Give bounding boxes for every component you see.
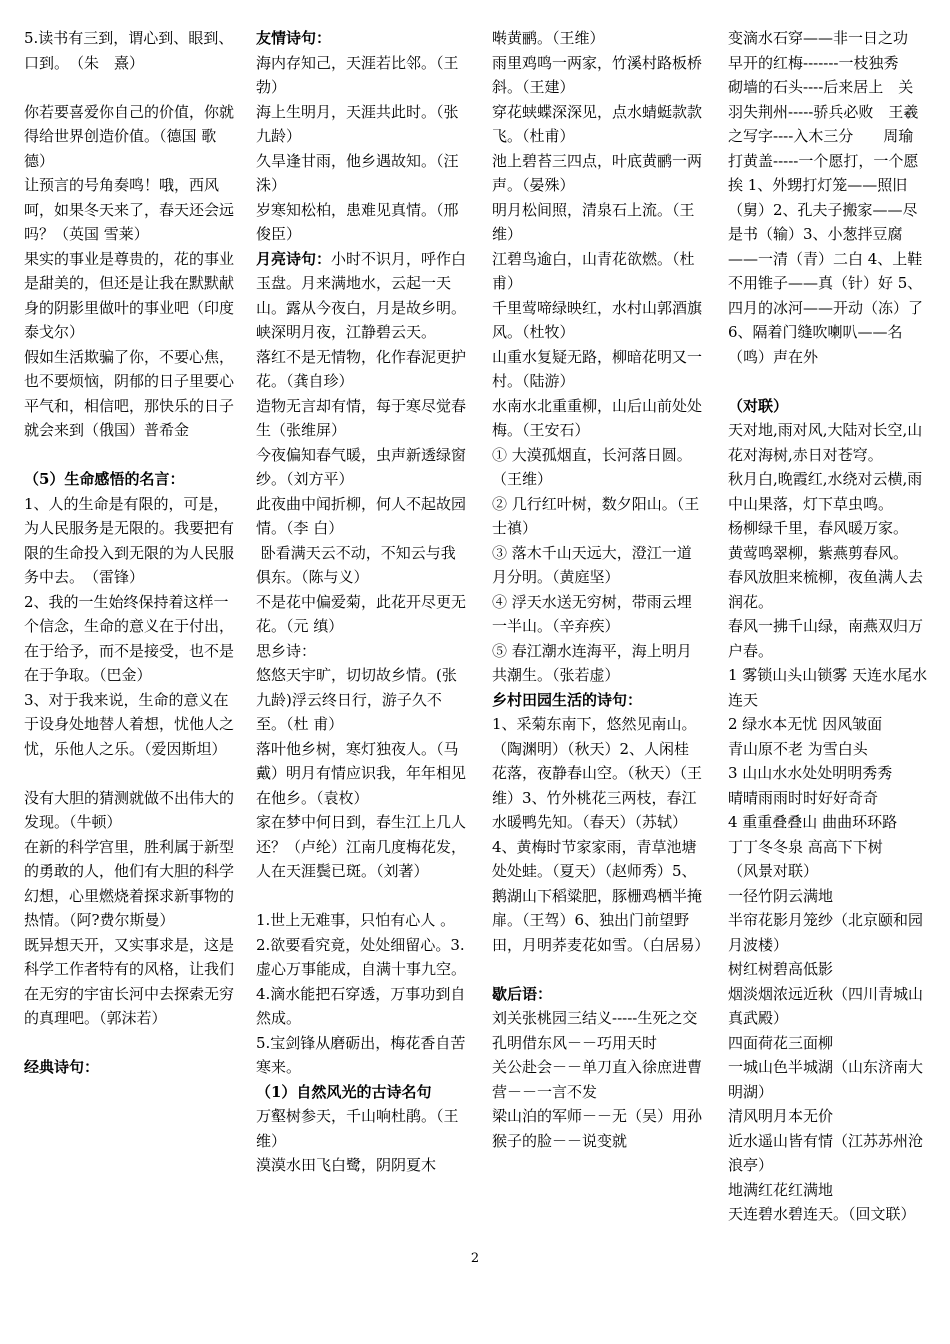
text-column-4 [728, 26, 928, 1227]
text-line: 树红树碧高低影 [728, 960, 834, 978]
text-line: 5.宝剑锋从磨砺出，梅花香自苦寒来。 [256, 1033, 466, 1076]
text-line [728, 369, 928, 394]
text-column-3 [492, 26, 710, 1153]
text-line: 春风一拂千山绿，南燕双归万户春。 [728, 617, 924, 660]
text-line: 1.世上无难事，只怕有心人 。2.欲要看究竟，处处细留心。3.虚心万事能成，自满十事九空。4.滴水能把石穿透，万事功到自然成。 [256, 911, 467, 1027]
text-line: 落红不是无情物，化作春泥更护花。（龚自珍） [256, 347, 467, 390]
text-line: 变滴水石穿——非一日之功 早开的红梅-------一枝独秀 砌墙的石头----后来居上 关羽失荆州-----骄兵必败 王羲之写字----入木三分 周瑜打黄盖-----一个愿打，一个愿挨 1、外甥打灯笼——照旧（舅）2、孔夫子搬家——尽是书（输）3、小葱拌豆腐——一清（青）二白 4、上鞋不用锥子——真（针）好 5、四月的冰河——开动（冻）了 6、隔着门缝吹喇叭——名（鸣）声在外 [728, 29, 928, 366]
text-line: 春风放胆来梳柳，夜鱼满人去润花。 [728, 568, 924, 611]
text-line: 不是花中偏爱菊，此花开尽更无花。（元 缜） [256, 592, 467, 635]
text-line: 四面荷花三面柳 [728, 1033, 834, 1052]
text-line: ① 大漠孤烟直，长河落日圆。（王维） [492, 445, 692, 488]
text-line [256, 884, 468, 909]
text-line: 丁丁冬冬泉 高高下下树 [728, 837, 883, 856]
text-line [24, 761, 236, 786]
text-line: 1、采菊东南下，悠然见南山。（陶渊明）（秋天）2、人闲桂花落，夜静春山空。（秋天）（王维）3、竹外桃花三两枝，春江水暖鸭先知。（春天）（苏轼） [492, 715, 703, 831]
text-line: 4、黄梅时节家家雨，青草池塘处处蛙。（夏天）（赵师秀）5、鹅湖山下稻粱肥，豚栅鸡栖半掩扉。（王驾）6、独出门前望野田，月明荞麦花如雪。（白居易） [492, 837, 710, 954]
text-line: 月亮诗句：小时不识月，呼作白玉盘。月来满地水，云起一天山。露从今夜白，月是故乡明。峡深明月夜，江静碧云天。 [256, 249, 467, 341]
text-line: 卧看满天云不动，不知云与我俱东。（陈与义） [256, 543, 456, 586]
text-line: 杨柳绿千里，春风暖万家。 [728, 519, 909, 537]
text-line [24, 1031, 236, 1056]
text-line: 没有大胆的猜测就做不出伟大的发现。（牛顿） [24, 788, 235, 831]
text-line: 3、对于我来说，生命的意义在于设身处地替人着想，忧他人之忧，乐他人之乐。（爱因斯坦） [24, 690, 235, 758]
text-line: 清风明月本无价 [728, 1107, 834, 1125]
text-line: 2 绿水本无忧 因风皱面 [728, 715, 883, 733]
text-line: 半帘花影月笼纱（北京颐和园月波楼） [728, 911, 924, 954]
text-line: 一城山色半城湖（山东济南大明湖） [728, 1058, 924, 1101]
text-line: 烟淡烟浓远近秋（四川青城山真武殿） [728, 984, 924, 1027]
text-line: 穿花蛱蝶深深见，点水蜻蜓款款飞。（杜甫） [492, 102, 703, 145]
text-line: 造物无言却有情，每于寒尽觉春生（张维屏） [256, 396, 467, 439]
text-line: 今夜偏知春气暖，虫声新透绿窗纱。（刘方平） [256, 445, 467, 488]
text-line: ⑤ 春江潮水连海平，海上明月共潮生。（张若虚） [492, 641, 692, 684]
text-line: 2、我的一生始终保持着这样一个信念，生命的意义在于付出，在于给予，而不是接受，也不是在于争取。（巴金） [24, 592, 235, 684]
text-line: 4 重重叠叠山 曲曲环环路 [728, 813, 898, 831]
text-line: 江碧鸟逾白，山青花欲燃。（杜 甫） [492, 249, 700, 292]
text-line: 1 雾锁山头山锁雾 天连水尾水连天 [728, 666, 928, 709]
page-number: 2 [470, 1251, 480, 1266]
text-line: （风景对联） [728, 862, 819, 880]
text-line: 经典诗句： [24, 1058, 100, 1076]
text-line: ④ 浮天水送无穷树，带雨云埋一半山。（辛弃疾） [492, 592, 692, 635]
text-line [24, 75, 236, 100]
text-column-1 [24, 26, 239, 1080]
text-line: （对联） [728, 396, 789, 415]
text-line: 青山原不老 为雪白头 [728, 739, 868, 758]
text-line: 乡村田园生活的诗句： [492, 690, 643, 709]
text-line [24, 443, 236, 468]
text-line: 让预言的号角奏鸣！哦，西风呵，如果冬天来了，春天还会远吗？（英国 雪莱） [24, 176, 235, 243]
text-line: 海上生明月，天涯共此时。（张九龄） [256, 102, 459, 145]
text-line: 悠悠天宇旷，切切故乡情。(张九龄)浮云终日行，游子久不至。（杜 甫） [256, 666, 457, 733]
text-line [492, 957, 704, 982]
text-line: 1、人的生命是有限的，可是，为人民服务是无限的。我要把有限的生命投入到无限的为人民服务中去。 （雷锋） [24, 494, 235, 586]
text-line: ③ 落木千山天远大，澄江一道月分明。（黄庭坚） [492, 543, 692, 586]
text-line: （5）生命感悟的名言： [24, 470, 185, 488]
text-line: 天连碧水碧连天。（回文联） [728, 1205, 916, 1223]
text-line: 友情诗句： [256, 29, 332, 47]
text-line: 水南水北重重柳，山后山前处处梅。（王安石） [492, 396, 703, 439]
text-line: 梁山泊的军师－－无（吴）用孙猴子的脸－－说变就 [492, 1107, 703, 1150]
text-line: 地满红花红满地 [728, 1180, 834, 1199]
text-line: 黄莺鸣翠柳，紫燕剪春风。 [728, 543, 909, 562]
text-line: 家在梦中何日到，春生江上几人还？（卢纶）江南几度梅花发，人在天涯鬓已斑。（刘著） [256, 813, 467, 880]
text-line: 思乡诗： [256, 641, 317, 660]
text-line: ② 几行红叶树，数夕阳山。（王士禛） [492, 494, 700, 537]
text-line: 啭黄鹂。（王维） [492, 29, 605, 47]
text-line: 雨里鸡鸣一两家，竹溪村路板桥斜。（王建） [492, 53, 703, 96]
text-line: 在新的科学宫里，胜利属于新型的勇敢的人，他们有大胆的科学幻想，心里燃烧着探求新事物的热情。（阿?费尔斯曼） [24, 837, 235, 929]
text-line: 5.读书有三到，谓心到、眼到、口到。 （朱 熹） [24, 29, 234, 72]
text-line: 近水遥山皆有情（江苏苏州沧浪亭） [728, 1131, 924, 1174]
text-line: 晴晴雨雨时时好好奇奇 [728, 788, 879, 807]
text-line: 歇后语： [492, 984, 553, 1003]
text-line: 千里莺啼绿映红，水村山郭酒旗风。（杜牧） [492, 298, 703, 341]
text-line: 久旱逢甘雨，他乡遇故知。（汪 洙） [256, 151, 464, 194]
text-line: 明月松间照，清泉石上流。（王 维） [492, 200, 700, 243]
text-line: 落叶他乡树，寒灯独夜人。（马 戴）明月有情应识我，年年相见在他乡。（袁枚） [256, 739, 467, 807]
text-line: 岁寒知松柏，患难见真情。（邢俊臣） [256, 200, 459, 243]
text-line: 果实的事业是尊贵的，花的事业是甜美的，但还是让我在默默献身的阴影里做叶的事业吧（印度 泰戈尔） [24, 249, 239, 341]
text-line: 刘关张桃园三结义-----生死之交孔明借东风－－巧用天时 [492, 1009, 698, 1052]
text-line: 一径竹阴云满地 [728, 886, 834, 905]
text-line: 漠漠水田飞白鹭，阴阴夏木 [256, 1156, 437, 1174]
section-heading: 月亮诗句： [256, 249, 332, 268]
text-line: 此夜曲中闻折柳，何人不起故园情。（李 白） [256, 494, 467, 537]
text-line: （1）自然风光的古诗名句 [256, 1082, 432, 1101]
text-line: 天对地,雨对风,大陆对长空,山花对海树,赤日对苍穹。 [728, 421, 923, 464]
text-column-2 [256, 26, 468, 1178]
text-line: 池上碧苔三四点，叶底黄鹂一两声。（晏殊） [492, 151, 703, 194]
text-line: 关公赴会－－单刀直入徐庶进曹营－－一言不发 [492, 1058, 703, 1101]
text-line: 3 山山水水处处明明秀秀 [728, 764, 893, 782]
text-line: 既异想天开，又实事求是，这是科学工作者特有的风格，让我们在无穷的宇宙长河中去探索无穷的真理吧。（郭沫若） [24, 935, 235, 1027]
text-line: 秋月白,晚霞红,水绕对云横,雨中山果落，灯下草虫鸣。 [728, 470, 923, 513]
text-line: 万壑树参天，千山响杜鹃。（王维） [256, 1107, 459, 1150]
text-line: 你若要喜爱你自己的价值，你就得给世界创造价值。（德国 歌德） [24, 102, 235, 170]
text-line: 山重水复疑无路，柳暗花明又一村。（陆游） [492, 347, 703, 390]
text-line: 海内存知己，天涯若比邻。（王 勃） [256, 53, 464, 96]
text-line: 假如生活欺骗了你，不要心焦，也不要烦恼，阴郁的日子里要心平气和，相信吧，那快乐的日子就会来到（俄国）普希金 [24, 347, 235, 439]
